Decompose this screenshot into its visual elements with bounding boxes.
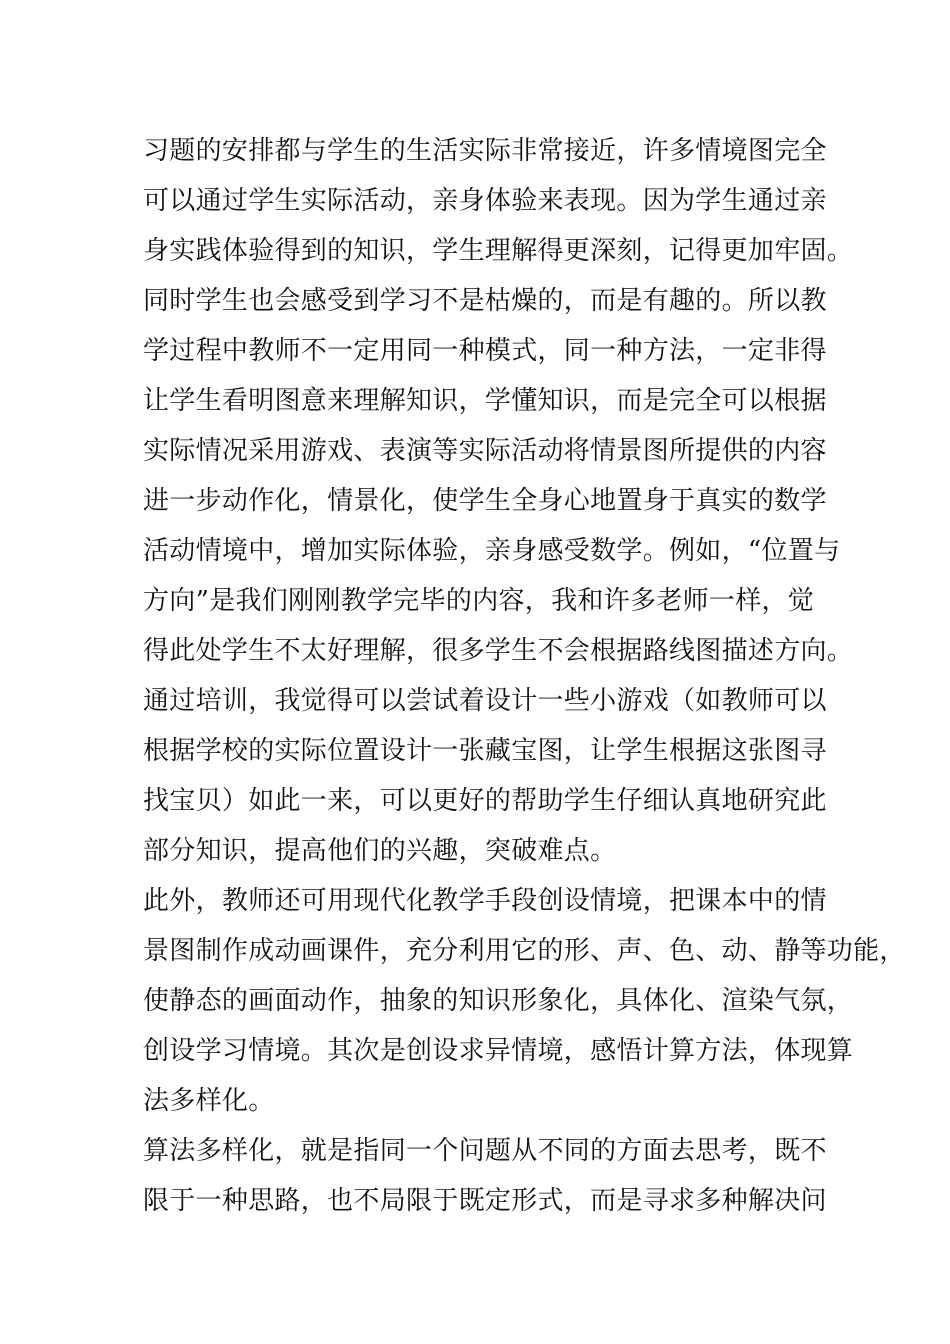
text-line: 习题的安排都与学生的生活实际非常接近，许多情境图完全 <box>143 136 827 166</box>
text-line: 活动情境中，增加实际体验，亲身感受数学。例如，“位置与 <box>143 536 841 566</box>
text-line: 让学生看明图意来理解知识，学懂知识，而是完全可以根据 <box>143 386 827 416</box>
text-line: 此外，教师还可用现代化教学手段创设情境，把课本中的情 <box>143 886 827 916</box>
text-line: 创设学习情境。其次是创设求异情境，感悟计算方法，体现算 <box>143 1036 854 1066</box>
text-line: 身实践体验得到的知识，学生理解得更深刻，记得更加牢固。 <box>143 236 854 266</box>
text-line: 实际情况采用游戏、表演等实际活动将情景图所提供的内容 <box>143 436 827 466</box>
text-line: 通过培训，我觉得可以尝试着设计一些小游戏（如教师可以 <box>143 686 827 716</box>
text-line: 找宝贝）如此一来，可以更好的帮助学生仔细认真地研究此 <box>143 786 827 816</box>
text-line: 算法多样化，就是指同一个问题从不同的方面去思考，既不 <box>143 1136 827 1166</box>
text-line: 同时学生也会感受到学习不是枯燥的，而是有趣的。所以教 <box>143 286 827 316</box>
text-line: 部分知识，提高他们的兴趣，突破难点。 <box>143 836 617 866</box>
text-line: 可以通过学生实际活动，亲身体验来表现。因为学生通过亲 <box>143 186 827 216</box>
text-line: 得此处学生不太好理解，很多学生不会根据路线图描述方向。 <box>143 636 854 666</box>
text-line: 学过程中教师不一定用同一种模式，同一种方法，一定非得 <box>143 336 827 366</box>
text-line: 使静态的画面动作，抽象的知识形象化，具体化、渲染气氛， <box>143 986 854 1016</box>
text-line: 景图制作成动画课件，充分利用它的形、声、色、动、静等功能， <box>143 936 906 966</box>
text-line: 限于一种思路，也不局限于既定形式，而是寻求多种解决问 <box>143 1186 827 1216</box>
text-line: 方向”是我们刚刚教学完毕的内容，我和许多老师一样，觉 <box>143 586 815 616</box>
text-line: 进一步动作化，情景化，使学生全身心地置身于真实的数学 <box>143 486 827 516</box>
text-line: 法多样化。 <box>143 1086 275 1116</box>
document-body <box>143 126 906 1226</box>
text-line: 根据学校的实际位置设计一张藏宝图，让学生根据这张图寻 <box>143 736 827 766</box>
